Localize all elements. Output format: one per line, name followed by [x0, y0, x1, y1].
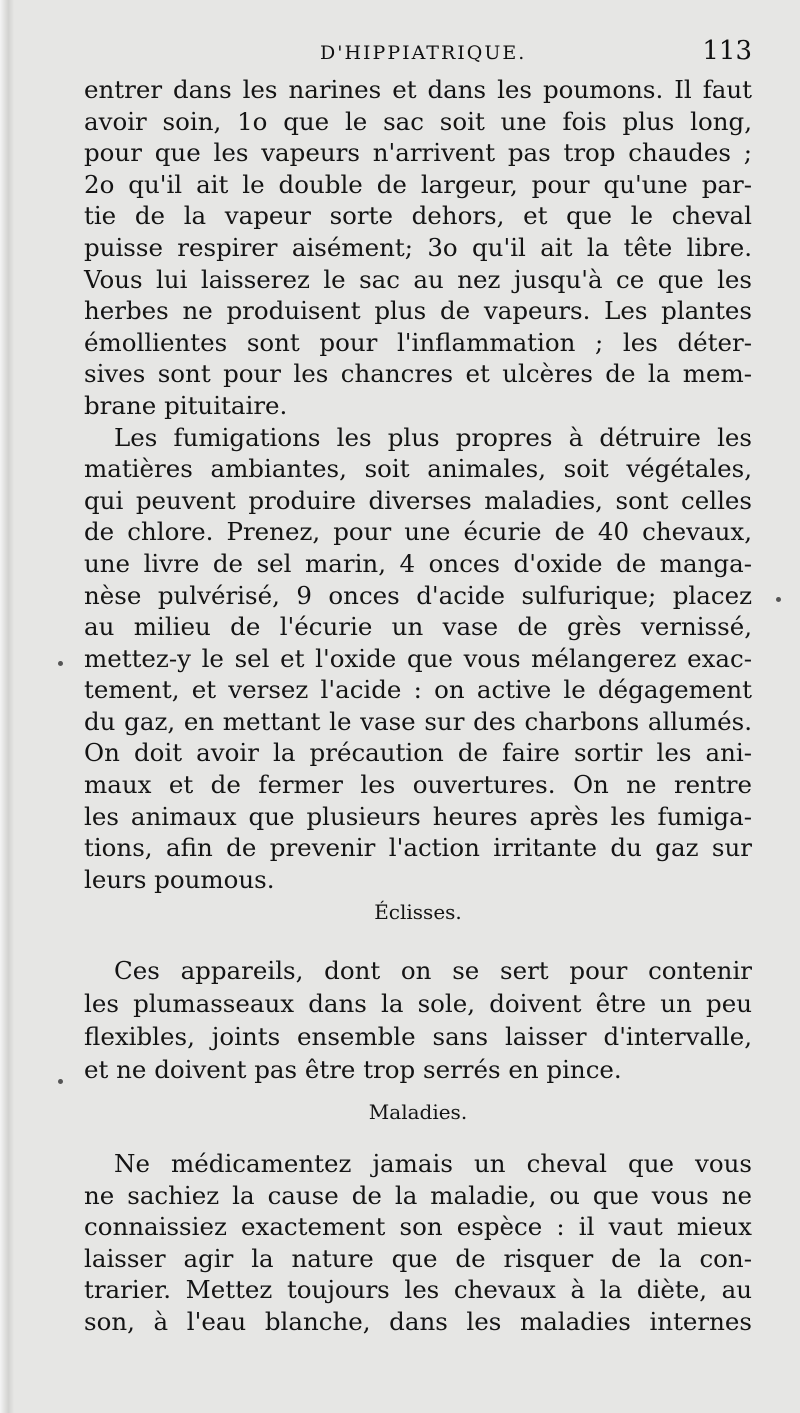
text-line: tie de la vapeur sorte dehors, et que le cheval	[84, 201, 752, 231]
text-line: On doit avoir la précaution de faire sortir les ani-	[84, 738, 752, 768]
main-text	[84, 74, 752, 895]
text-line: 2o qu'il ait le double de largeur, pour qu'une par-	[84, 169, 752, 199]
ink-speck	[58, 1079, 63, 1084]
text-line: connaissiez exactement son espèce : il vaut mieux	[84, 1212, 752, 1241]
text-line: entrer dans les narines et dans les poumons. Il faut	[84, 75, 752, 104]
text-line: puisse respirer aisément; 3o qu'il ait la tête libre.	[84, 232, 752, 262]
text-line: Les fumigations les plus propres à détruire les	[114, 422, 752, 452]
text-line: de chlore. Prenez, pour une écurie de 40 chevaux,	[84, 517, 752, 547]
text-line: Ces appareils, dont on se sert pour contenir	[114, 956, 752, 985]
text-line: les animaux que plusieurs heures après les fumiga-	[84, 801, 752, 831]
text-line: leurs poumous.	[84, 864, 275, 894]
text-line: son, à l'eau blanche, dans les maladies internes	[84, 1306, 752, 1336]
text-line: brane pituitaire.	[84, 390, 288, 420]
paragraph-eclisses	[84, 954, 752, 1086]
paragraph-maladies	[84, 1148, 752, 1337]
text-line: nèse pulvérisé, 9 onces d'acide sulfurique; placez	[84, 580, 752, 610]
text-line: avoir soin, 1o que le sac soit une fois plus long,	[84, 106, 752, 136]
text-line: trarier. Mettez toujours les chevaux à la diète, au	[84, 1275, 752, 1304]
page-header	[84, 36, 752, 70]
section-heading-maladies: Maladies.	[368, 1100, 468, 1124]
text-line: maux et de fermer les ouvertures. On ne rentre	[84, 770, 752, 800]
text-line: les plumasseaux dans la sole, doivent être un peu	[84, 989, 752, 1018]
text-line: émollientes sont pour l'inflammation ; les déter-	[84, 327, 752, 357]
paragraph-fumigations	[84, 422, 752, 896]
ink-speck	[776, 597, 781, 602]
page-spine-shadow	[0, 0, 14, 1413]
text-line: sives sont pour les chancres et ulcères de la mem-	[84, 359, 752, 389]
text-line: laisser agir la nature que de risquer de la con-	[84, 1243, 752, 1273]
text-line: qui peuvent produire diverses maladies, sont celles	[84, 485, 752, 515]
text-line: ne sachiez la cause de la maladie, ou que vous ne	[84, 1180, 752, 1210]
page-number: 113	[702, 36, 752, 66]
text-line: mettez-y le sel et l'oxide que vous mélangerez exac-	[84, 643, 752, 673]
text-line: tement, et versez l'acide : on active le dégagement	[84, 675, 752, 705]
text-line: flexibles, joints ensemble sans laisser d'intervalle,	[84, 1022, 752, 1051]
text-line: tions, afin de prevenir l'action irritante du gaz sur	[84, 833, 752, 863]
section-heading-eclisses: Éclisses.	[374, 900, 462, 924]
text-line: herbes ne produisent plus de vapeurs. Les plantes	[84, 296, 752, 326]
text-line: une livre de sel marin, 4 onces d'oxide de manga-	[84, 548, 752, 578]
text-line: pour que les vapeurs n'arrivent pas trop chaudes ;	[84, 138, 752, 168]
text-line: Vous lui laisserez le sac au nez jusqu'à ce que les	[84, 264, 752, 294]
text-line: matières ambiantes, soit animales, soit végétales,	[84, 454, 752, 484]
text-line: et ne doivent pas être trop serrés en pince.	[84, 1055, 622, 1084]
running-head: D'HIPPIATRIQUE.	[320, 42, 527, 64]
paragraph-inhalation	[84, 74, 752, 422]
text-line: du gaz, en mettant le vase sur des charbons allumés.	[84, 706, 752, 736]
text-line: au milieu de l'écurie un vase de grès vernissé,	[84, 612, 752, 642]
ink-speck	[58, 661, 63, 666]
text-line: Ne médicamentez jamais un cheval que vous	[114, 1149, 752, 1178]
